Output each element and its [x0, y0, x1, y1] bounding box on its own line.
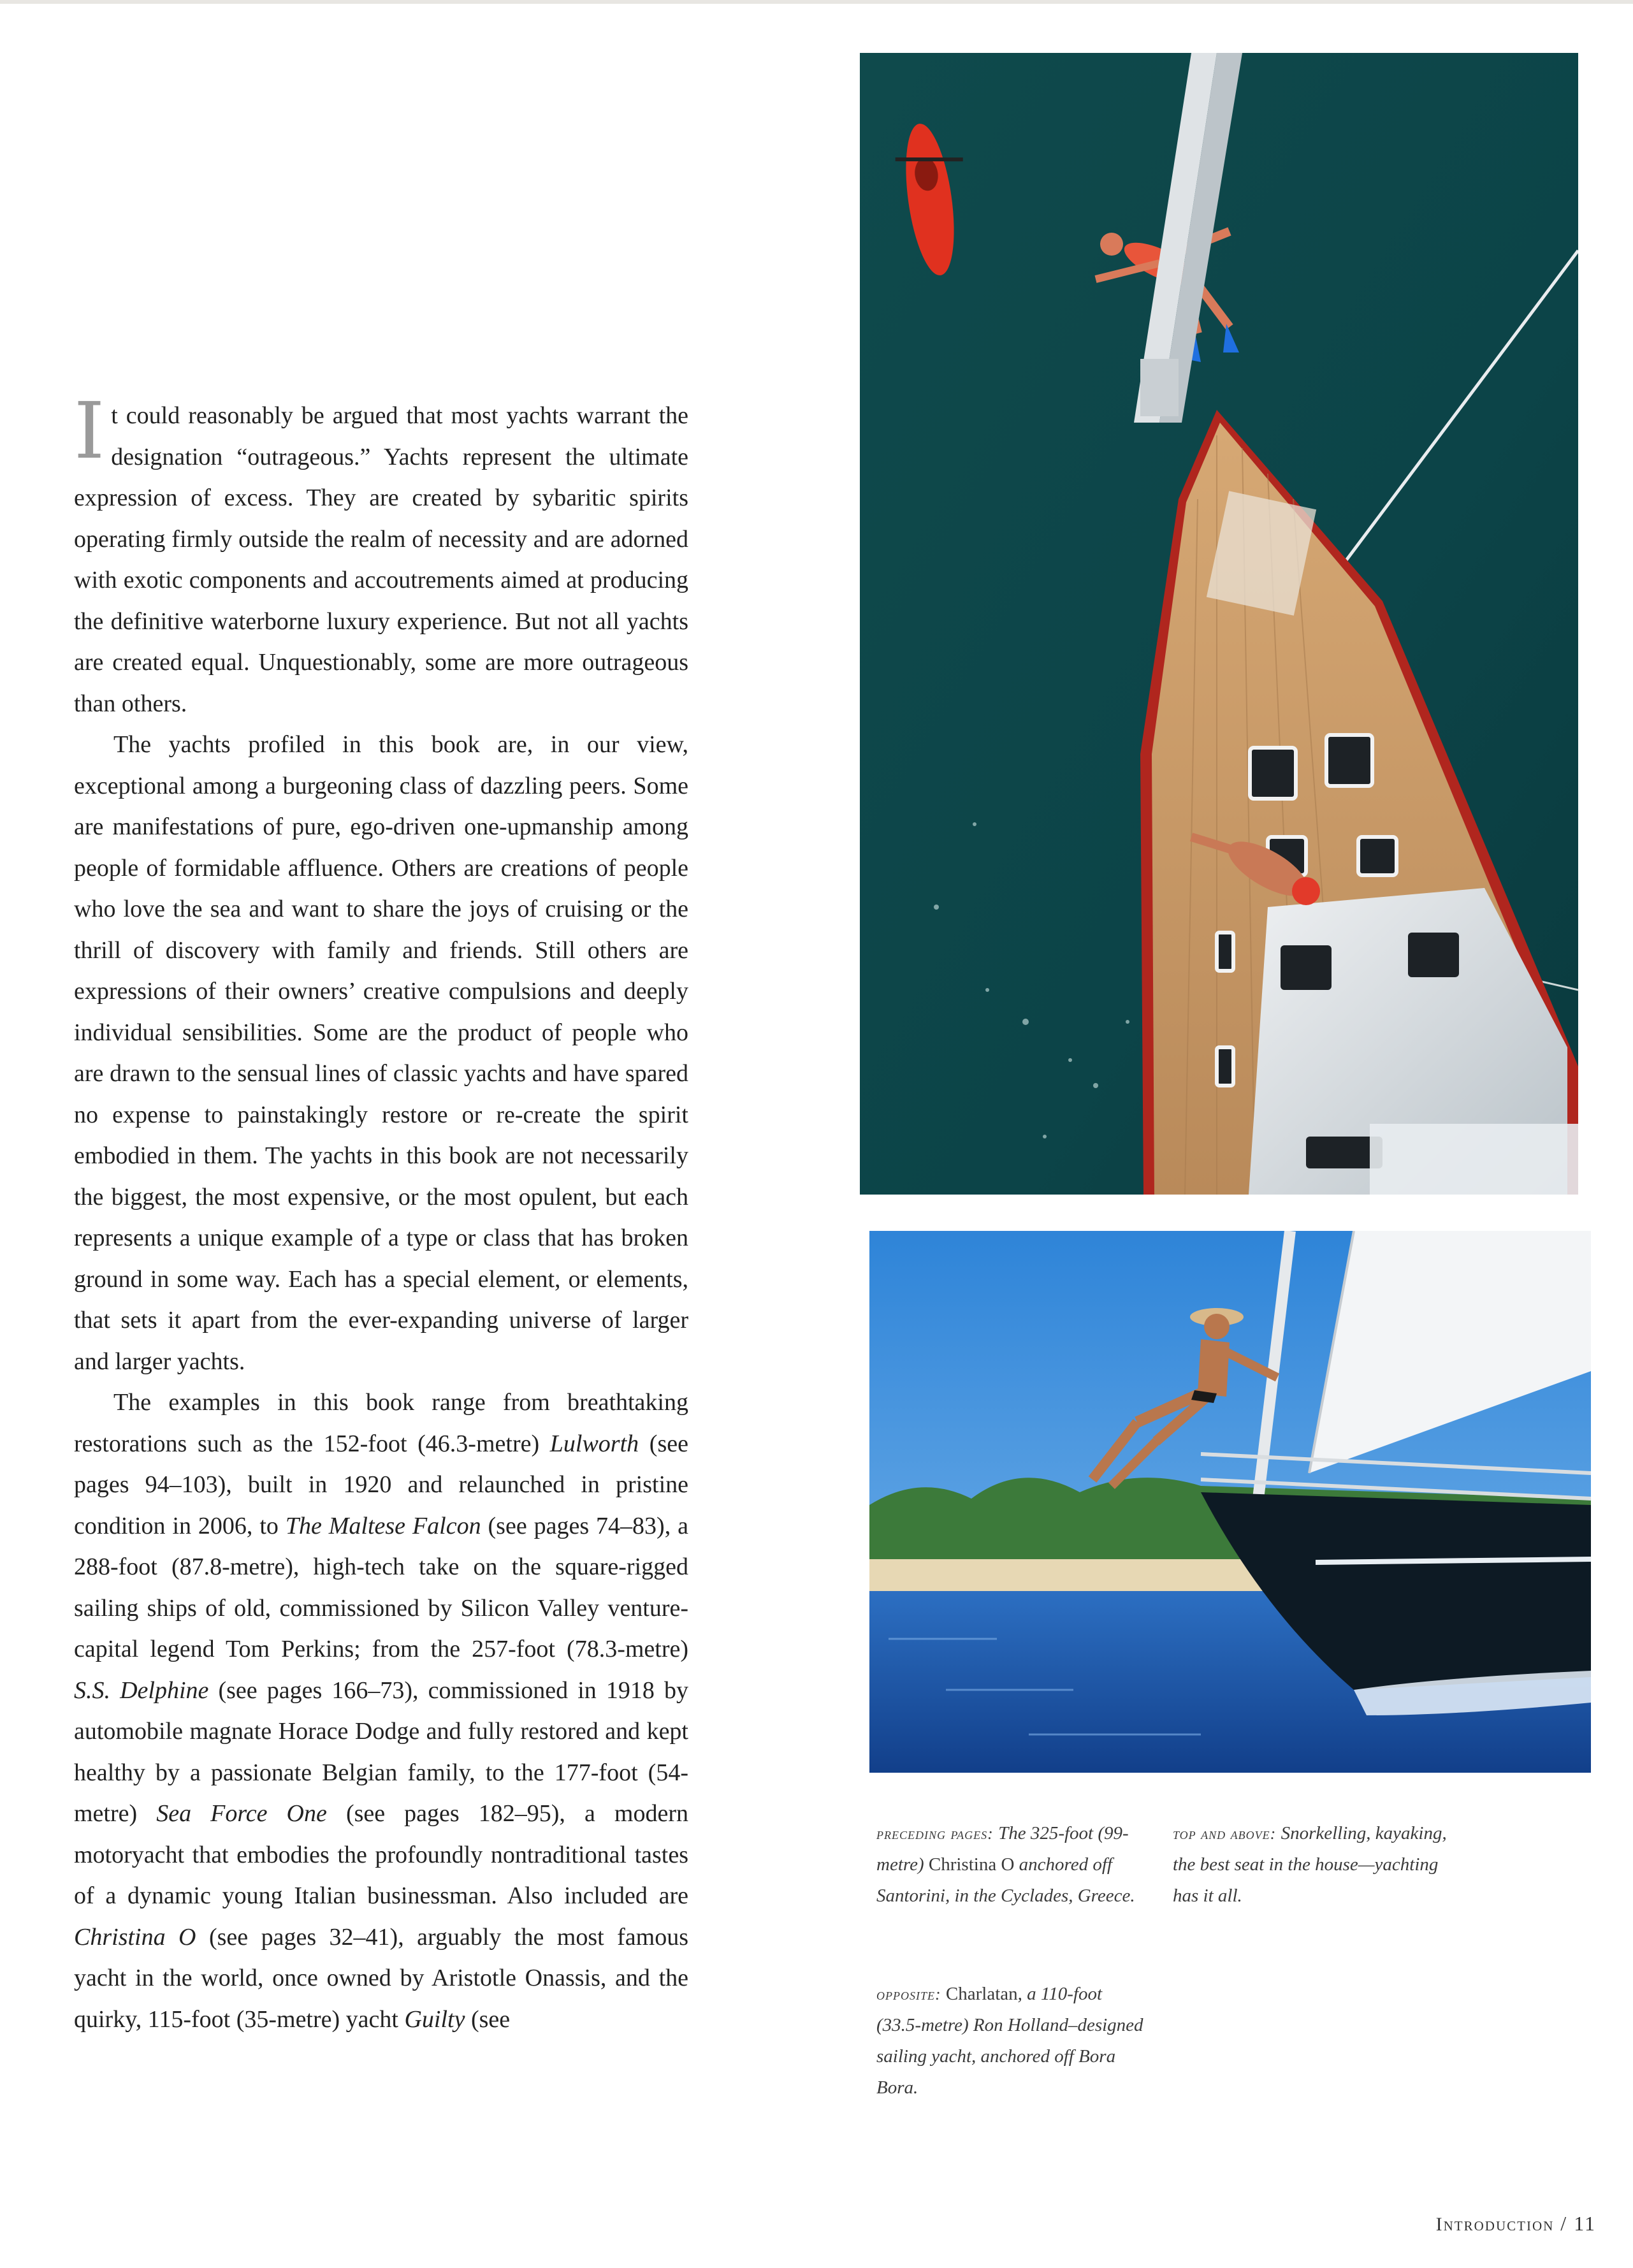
caption-preceding-pages [876, 1818, 1144, 1912]
folio-section: Introduction [1435, 2214, 1555, 2235]
caption-label: opposite: [876, 1985, 941, 2003]
p3-text-3: (see pages 74–83), a 288-foot (87.8-metre), high-tech take on the square-rigged sailing ships of old, commissioned by Silicon Valley venture-capital legend Tom Perkins; from the 257-foot (78.3-metre) [74, 1512, 689, 1662]
yacht-name-guilty: Guilty [404, 2005, 465, 2033]
paragraph-1-text: t could reasonably be argued that most yachts warrant the designation “outrageous.” Yachts represent the ultimate expression of excess. They are created by sybaritic spirits operating firmly outside the realm of necessity and are adorned with exotic components and accoutrements aimed at producing the definitive waterborne luxury experience. But not all yachts are created equal. Unquestionably, some are more outrageous than others. [74, 402, 688, 717]
p3-text-7: (see [465, 2005, 511, 2033]
page-number: 11 [1574, 2212, 1596, 2235]
caption-text: Snorkelling, kayaking, the best seat in the house—yachting has it all. [1173, 1823, 1447, 1906]
yacht-name-sea-force-one: Sea Force One [156, 1800, 327, 1827]
p3-text-6: (see pages 32–41), arguably the most famous yacht in the world, once owned by Aristotle Onassis, and the quirky, 115-foot (35-metre) yacht [74, 1923, 688, 2033]
caption-label: preceding pages: [876, 1824, 994, 1843]
p3-text-4: (see pages 166–73), commissioned in 1918 by automobile magnate Horace Dodge and fully restored and kept healthy by a passionate Belgian family, to the 177-foot (54-metre) [74, 1676, 688, 1827]
caption-text: The 325-foot (99-metre) [876, 1823, 1129, 1875]
caption-text [941, 1984, 946, 2004]
p3-text-5: (see pages 182–95), a modern motoryacht that embodies the profoundly nontraditional tastes of a dynamic young Italian businessman. Also included are [74, 1800, 689, 1909]
caption-opposite [876, 1979, 1144, 2104]
paragraph-1 [74, 386, 688, 724]
yacht-name-delphine: S.S. Delphine [74, 1676, 209, 1704]
folio-separator: / [1554, 2212, 1574, 2235]
caption-label: top and above: [1173, 1824, 1277, 1843]
paragraph-2: The yachts profiled in this book are, in our view, exceptional among a burgeoning class of dazzling peers. Some are manifestations of pure, ego-driven one-upmanship among people of formidable affluence. Others are creations of people who love the sea and want to share the joys of cruising or the thrill of discovery with family and friends. Still others are expressions of their owners’ creative compulsions and deeply individual sensibilities. Some are the product of people who are drawn to the sensual lines of classic yachts and have spared no expense to painstakingly restore or re-create the spirit embodied in them. The yachts in this book are not necessarily the biggest, the most expensive, or the most opulent, but each represents a unique example of a type or class that has broken ground in some way. Each has a special element, or elements, that sets it apart from the ever-expanding universe of larger and larger yachts. [74, 731, 688, 1375]
caption-top-and-above [1173, 1818, 1453, 1912]
caption-yacht-name: Charlatan [945, 1984, 1018, 2004]
aerial-yacht-photo [860, 53, 1578, 1195]
drop-cap: I [74, 386, 105, 476]
caption-yacht-name: Christina O [928, 1854, 1015, 1875]
page-top-edge [0, 0, 1633, 4]
caption-text: , a 110-foot (33.5-metre) Ron Holland–designed sailing yacht, anchored off Bora Bora. [876, 1984, 1143, 2098]
yacht-name-maltese-falcon: The Maltese Falcon [285, 1512, 481, 1539]
paragraph-3 [74, 1382, 688, 2040]
page-folio [1436, 2212, 1596, 2235]
yacht-name-lulworth: Lulworth [549, 1430, 639, 1457]
p3-text-2: (see pages 94–103), built in 1920 and relaunched in pristine condition in 2006, to [74, 1430, 688, 1539]
yacht-name-christina-o: Christina O [74, 1923, 196, 1951]
caption-text: anchored off Santorini, in the Cyclades, Greece. [876, 1854, 1135, 1906]
bowsprit-seat-photo [869, 1231, 1591, 1773]
article-body [74, 386, 689, 2040]
p3-text-1: The examples in this book range from breathtaking restorations such as the 152-foot (46.3-metre) [74, 1389, 688, 1457]
